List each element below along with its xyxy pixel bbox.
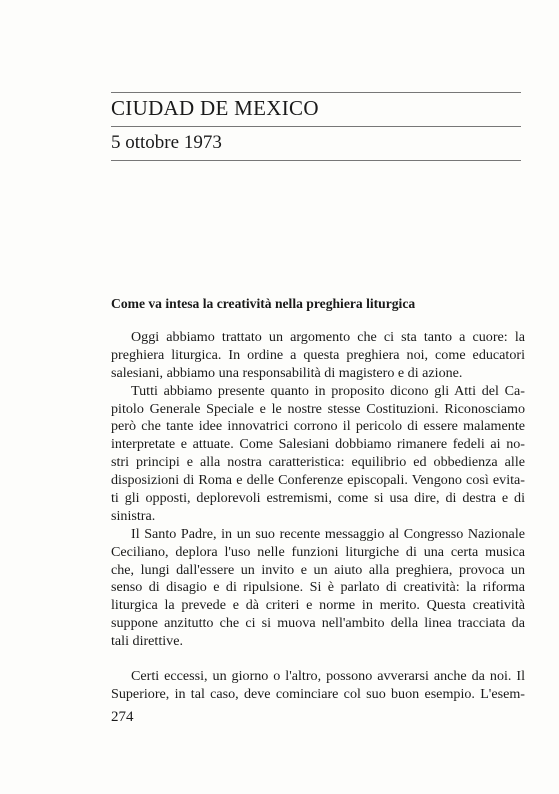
text-line: interpretate e attuate. Come Salesiani dobbiamo rimanere fedeli ai no-	[111, 436, 525, 453]
middle-rule	[111, 126, 521, 127]
text-line: suppone anzitutto che ci si muova nell'ambito della linea tracciata da	[111, 615, 525, 632]
text-line: Certi eccessi, un giorno o l'altro, possono avverarsi anche da noi. Il	[131, 668, 525, 685]
text-line: Tutti abbiamo presente quanto in proposito dicono gli Atti del Ca-	[131, 382, 525, 399]
city-heading: CIUDAD DE MEXICO	[111, 96, 319, 120]
text-line: ti gli opposti, deplorevoli estremismi, come si usa dire, di destra e di	[111, 490, 525, 507]
text-line: Ceciliano, deplora l'uso nelle funzioni liturgiche di una certa musica	[111, 543, 525, 560]
text-line: disposizioni di Roma e delle Conferenze episcopali. Vengono così evita-	[111, 472, 525, 489]
text-line: pitolo Generale Speciale e le nostre stesse Costituzioni. Riconosciamo	[111, 400, 525, 417]
text-line: liturgica la prevede e dà criteri e norme in merito. Questa creatività	[111, 597, 525, 614]
text-line: salesiani, abbiamo una responsabilità di magistero e di azione.	[111, 364, 463, 381]
date-heading: 5 ottobre 1973	[111, 132, 222, 153]
text-line: sinistra.	[111, 507, 156, 524]
paragraph-gap	[111, 651, 525, 668]
page-number: 274	[111, 709, 134, 725]
text-line: che, lungi dall'essere un invito e un aiuto alla preghiera, provoca un	[111, 561, 525, 578]
top-rule	[111, 92, 521, 93]
text-line: senso di disagio e di ripulsione. Si è parlato di creatività: la riforma	[111, 579, 525, 596]
text-line: Superiore, in tal caso, deve cominciare col suo buon esempio. L'esem-	[111, 685, 525, 702]
text-line: Oggi abbiamo trattato un argomento che ci sta tanto a cuore: la	[131, 329, 525, 345]
text-line: preghiera liturgica. In ordine a questa preghiera noi, come educatori	[111, 346, 525, 363]
text-line: Il Santo Padre, in un suo recente messaggio al Congresso Nazionale	[131, 525, 525, 542]
text-line: però che tante idee innovatrici corrono il pericolo di essere malamente	[111, 418, 525, 435]
section-title: Come va intesa la creatività nella preghiera liturgica	[111, 296, 416, 311]
text-line: tali direttive.	[111, 633, 184, 650]
bottom-rule	[111, 160, 521, 161]
body-text	[111, 329, 525, 704]
text-line: stri principi e alla nostra caratteristica: equilibrio ed obbedienza alle	[111, 454, 525, 471]
